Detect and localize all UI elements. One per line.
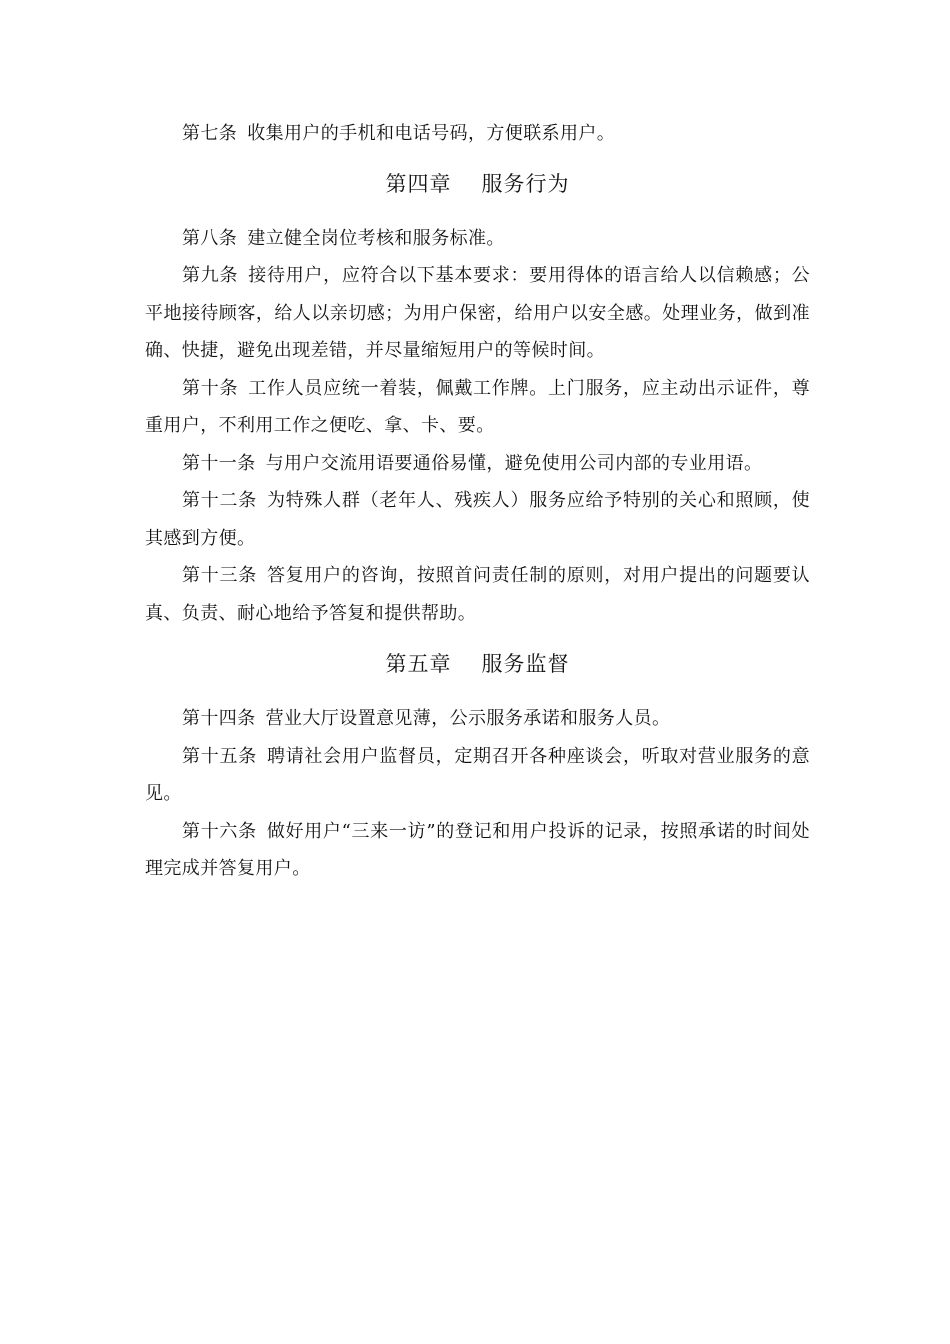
article-15 — [145, 738, 810, 813]
article-number: 第七条 — [182, 123, 238, 144]
article-number: 第十三条 — [182, 565, 257, 586]
article-number: 第十五条 — [182, 745, 257, 767]
article-16 — [145, 813, 810, 888]
article-text: 营业大厅设置意见薄，公示服务承诺和服务人员。 — [265, 708, 671, 729]
article-number: 第十四条 — [182, 708, 256, 729]
chapter-number: 第五章 — [385, 652, 452, 676]
article-number: 第十条 — [182, 377, 239, 399]
article-text: 建立健全岗位考核和服务标准。 — [247, 227, 505, 249]
article-text: 为特殊人群（老年人、残疾人）服务应给予特别的关心和照顾，使其感到方便。 — [145, 490, 810, 549]
article-number: 第十一条 — [182, 452, 256, 474]
article-number: 第十六条 — [182, 820, 257, 842]
article-12 — [145, 482, 810, 557]
chapter-heading-4 — [145, 168, 810, 200]
article-11 — [145, 445, 810, 483]
article-text: 收集用户的手机和电话号码，方便联系用户。 — [247, 123, 616, 144]
article-text: 与用户交流用语要通俗易懂，避免使用公司内部的专业用语。 — [265, 452, 763, 474]
chapter-title: 服务监督 — [481, 652, 570, 676]
chapter-title: 服务行为 — [481, 171, 570, 196]
article-13 — [145, 557, 810, 632]
article-9 — [145, 257, 810, 370]
article-14 — [145, 700, 810, 738]
article-text: 做好用户“三来一访”的登记和用户投诉的记录，按照承诺的时间处理完成并答复用户。 — [145, 820, 810, 879]
article-text: 答复用户的咨询，按照首问责任制的原则，对用户提出的问题要认真、负责、耐心地给予答复和提供帮助。 — [145, 565, 810, 624]
article-10 — [145, 370, 810, 445]
article-text: 工作人员应统一着装，佩戴工作牌。上门服务，应主动出示证件，尊重用户，不利用工作之便吃、拿、卡、要。 — [145, 377, 810, 436]
article-text: 接待用户，应符合以下基本要求：要用得体的语言给人以信赖感；公平地接待顾客，给人以亲切感；为用户保密，给用户以安全感。处理业务，做到准确、快捷，避免出现差错，并尽量缩短用户的等候时间。 — [145, 265, 810, 361]
article-7 — [145, 115, 810, 153]
article-text: 聘请社会用户监督员，定期召开各种座谈会，听取对营业服务的意见。 — [145, 745, 810, 804]
article-number: 第九条 — [182, 265, 239, 286]
article-8 — [145, 220, 810, 258]
article-number: 第十二条 — [182, 490, 257, 511]
article-number: 第八条 — [182, 227, 238, 249]
chapter-number: 第四章 — [385, 171, 452, 196]
chapter-heading-5 — [145, 648, 810, 680]
document-body — [145, 115, 810, 888]
